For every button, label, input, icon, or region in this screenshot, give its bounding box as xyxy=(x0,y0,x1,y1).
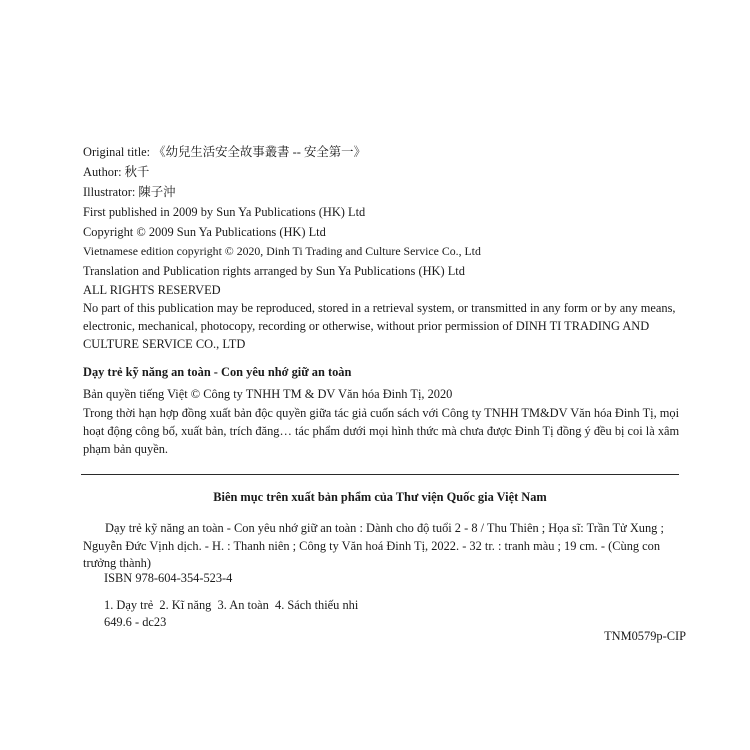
cip-code: TNM0579p-CIP xyxy=(604,629,686,643)
illustrator: Illustrator: 陳子沖 xyxy=(83,185,176,199)
copyright-vietnamese: Bản quyền tiếng Việt © Công ty TNHH TM & DV Văn hóa Đinh Tị, 2020 xyxy=(83,387,453,401)
vietnamese-notice: Trong thời hạn hợp đồng xuất bản độc quyền giữa tác giả cuốn sách với Công ty TNHH TM&DV Văn hóa Đinh Tị, mọi hoạt động công bố, xuất bản, trích đăng… tác phẩm dưới mọi hình thức mà chưa được Đinh Tị đồng ý đều bị coi là xâm phạm bản quyền. xyxy=(83,406,680,456)
vietnamese-edition-copyright: Vietnamese edition copyright © 2020, Dinh Ti Trading and Culture Service Co., Ltd xyxy=(83,244,481,258)
first-published: First published in 2009 by Sun Ya Publications (HK) Ltd xyxy=(83,205,366,219)
author: Author: 秋千 xyxy=(83,165,150,179)
cip-classification: 649.6 - dc23 xyxy=(104,615,167,629)
no-part-notice: No part of this publication may be reproduced, stored in a retrieval system, or transmitted in any form or by any means, electronic, mechanical, photocopy, recording or otherwise, without prior permission of DINH TI TRADING AND CULTURE SERVICE CO., LTD xyxy=(83,301,676,351)
cip-heading: Biên mục trên xuất bản phẩm của Thư viện Quốc gia Việt Nam xyxy=(213,490,547,504)
translation-rights: Translation and Publication rights arranged by Sun Ya Publications (HK) Ltd xyxy=(83,264,465,278)
cip-subjects: 1. Dạy trẻ 2. Kĩ năng 3. An toàn 4. Sách thiếu nhi xyxy=(104,598,359,612)
cip-description: Dạy trẻ kỹ năng an toàn - Con yêu nhớ giữ an toàn : Dành cho độ tuổi 2 - 8 / Thu Thiên ; Họa sĩ: Trần Tử Xung ; Nguyễn Đức Vịnh dịch. - H. : Thanh niên ; Công ty Văn hoá Đinh Tị, 2022. - 32 tr. : tranh màu ; 19 cm. - (Cùng con trưởng thành) xyxy=(83,521,664,570)
book-title-vietnamese: Dạy trẻ kỹ năng an toàn - Con yêu nhớ giữ an toàn xyxy=(83,365,352,379)
all-rights-reserved: ALL RIGHTS RESERVED xyxy=(83,283,221,297)
divider xyxy=(81,474,679,475)
cip-isbn: ISBN 978-604-354-523-4 xyxy=(104,571,233,585)
copyright-original: Copyright © 2009 Sun Ya Publications (HK) Ltd xyxy=(83,225,326,239)
original-title: Original title: 《幼兒生活安全故事叢書 -- 安全第一》 xyxy=(83,145,366,159)
